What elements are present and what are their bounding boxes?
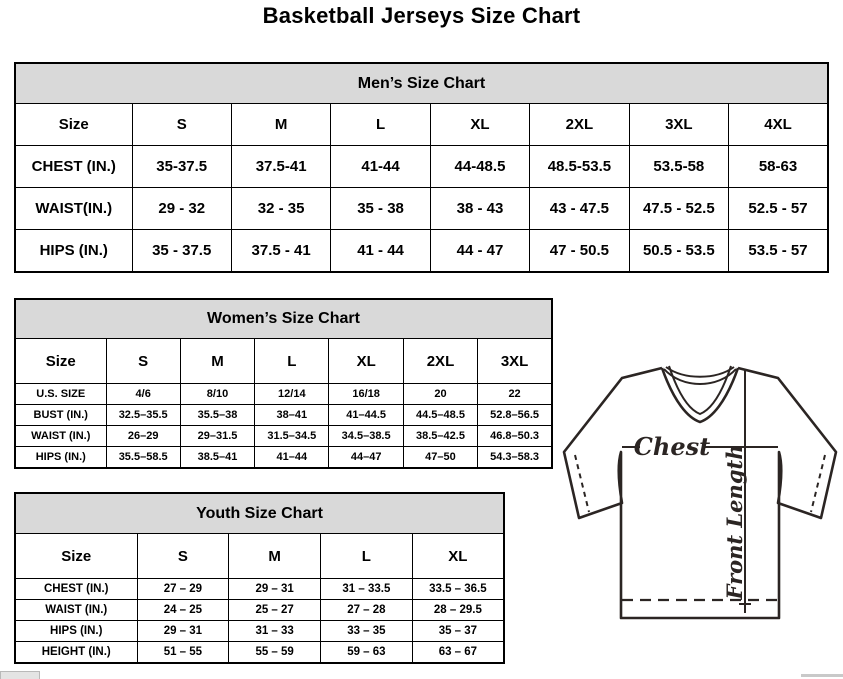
size-cell: 59 – 63	[321, 642, 413, 664]
column-header-size: Size	[15, 339, 106, 384]
row-label: BUST (IN.)	[15, 405, 106, 426]
size-cell: 20	[403, 384, 477, 405]
size-cell: 4/6	[106, 384, 180, 405]
mens-table-title: Men’s Size Chart	[15, 63, 828, 104]
size-cell: 24 – 25	[137, 600, 229, 621]
size-cell: 29 – 31	[137, 621, 229, 642]
column-header: L	[331, 104, 430, 146]
screenshot-fragment-left	[0, 671, 40, 679]
table-row	[15, 146, 828, 188]
size-cell: 53.5-58	[629, 146, 728, 188]
size-cell: 41–44	[255, 447, 329, 469]
row-label: U.S. SIZE	[15, 384, 106, 405]
row-label: CHEST (IN.)	[15, 146, 132, 188]
size-cell: 29–31.5	[180, 426, 254, 447]
column-header: XL	[412, 534, 504, 579]
size-cell: 37.5-41	[231, 146, 330, 188]
size-cell: 46.8–50.3	[478, 426, 552, 447]
size-cell: 47 - 50.5	[530, 230, 629, 273]
size-cell: 33 – 35	[321, 621, 413, 642]
mens-size-table	[14, 62, 829, 273]
column-header: M	[229, 534, 321, 579]
size-cell: 31 – 33	[229, 621, 321, 642]
womens-table-title: Women’s Size Chart	[15, 299, 552, 339]
chest-label: Chest	[633, 432, 711, 461]
size-cell: 35 - 37.5	[132, 230, 231, 273]
size-cell: 35-37.5	[132, 146, 231, 188]
size-cell: 34.5–38.5	[329, 426, 403, 447]
size-cell: 25 – 27	[229, 600, 321, 621]
size-cell: 29 - 32	[132, 188, 231, 230]
table-row	[15, 188, 828, 230]
column-header: XL	[430, 104, 529, 146]
column-header: 3XL	[629, 104, 728, 146]
table-row	[15, 384, 552, 405]
size-cell: 12/14	[255, 384, 329, 405]
size-cell: 50.5 - 53.5	[629, 230, 728, 273]
womens-size-table	[14, 298, 553, 469]
size-cell: 35.5–38	[180, 405, 254, 426]
size-cell: 38–41	[255, 405, 329, 426]
size-cell: 29 – 31	[229, 579, 321, 600]
size-cell: 47–50	[403, 447, 477, 469]
row-label: WAIST(IN.)	[15, 188, 132, 230]
size-cell: 38.5–41	[180, 447, 254, 469]
size-cell: 44-48.5	[430, 146, 529, 188]
size-cell: 38.5–42.5	[403, 426, 477, 447]
column-header-size: Size	[15, 534, 137, 579]
size-cell: 44–47	[329, 447, 403, 469]
column-header: M	[231, 104, 330, 146]
size-cell: 22	[478, 384, 552, 405]
column-header-size: Size	[15, 104, 132, 146]
size-cell: 35 - 38	[331, 188, 430, 230]
size-cell: 8/10	[180, 384, 254, 405]
table-row	[15, 621, 504, 642]
column-header: L	[321, 534, 413, 579]
column-header: S	[137, 534, 229, 579]
table-row	[15, 447, 552, 469]
size-cell: 26–29	[106, 426, 180, 447]
column-header: 3XL	[478, 339, 552, 384]
size-cell: 41 - 44	[331, 230, 430, 273]
size-cell: 43 - 47.5	[530, 188, 629, 230]
row-label: HEIGHT (IN.)	[15, 642, 137, 664]
size-cell: 53.5 - 57	[729, 230, 828, 273]
size-cell: 52.5 - 57	[729, 188, 828, 230]
column-header: S	[132, 104, 231, 146]
row-label: HIPS (IN.)	[15, 447, 106, 469]
row-label: HIPS (IN.)	[15, 621, 137, 642]
column-header: S	[106, 339, 180, 384]
row-label: WAIST (IN.)	[15, 600, 137, 621]
column-header: 4XL	[729, 104, 828, 146]
size-cell: 27 – 29	[137, 579, 229, 600]
row-label: WAIST (IN.)	[15, 426, 106, 447]
column-header: 2XL	[530, 104, 629, 146]
size-cell: 52.8–56.5	[478, 405, 552, 426]
screenshot-fragment-right	[801, 674, 843, 677]
right-cuff-stitch	[811, 455, 825, 512]
size-cell: 44.5–48.5	[403, 405, 477, 426]
column-header: 2XL	[403, 339, 477, 384]
size-cell: 33.5 – 36.5	[412, 579, 504, 600]
size-cell: 41–44.5	[329, 405, 403, 426]
size-cell: 32 - 35	[231, 188, 330, 230]
size-cell: 48.5-53.5	[530, 146, 629, 188]
youth-size-table	[14, 492, 505, 664]
size-cell: 44 - 47	[430, 230, 529, 273]
size-cell: 32.5–35.5	[106, 405, 180, 426]
size-cell: 51 – 55	[137, 642, 229, 664]
column-header: L	[255, 339, 329, 384]
size-cell: 37.5 - 41	[231, 230, 330, 273]
left-cuff-stitch	[575, 455, 589, 512]
size-cell: 16/18	[329, 384, 403, 405]
page-title: Basketball Jerseys Size Chart	[262, 3, 581, 28]
column-header: XL	[329, 339, 403, 384]
table-row	[15, 230, 828, 273]
front-length-label: Front Length	[722, 444, 747, 600]
size-cell: 35.5–58.5	[106, 447, 180, 469]
size-cell: 63 – 67	[412, 642, 504, 664]
collar-back-arc	[666, 367, 734, 377]
table-row	[15, 405, 552, 426]
youth-table-title: Youth Size Chart	[15, 493, 504, 534]
size-cell: 31 – 33.5	[321, 579, 413, 600]
table-row	[15, 579, 504, 600]
size-cell: 27 – 28	[321, 600, 413, 621]
row-label: HIPS (IN.)	[15, 230, 132, 273]
size-cell: 31.5–34.5	[255, 426, 329, 447]
jersey-measurement-diagram	[558, 358, 843, 658]
table-row	[15, 642, 504, 664]
size-cell: 55 – 59	[229, 642, 321, 664]
table-row	[15, 600, 504, 621]
size-cell: 38 - 43	[430, 188, 529, 230]
jersey-outline	[564, 368, 836, 618]
table-row	[15, 426, 552, 447]
size-cell: 54.3–58.3	[478, 447, 552, 469]
size-cell: 58-63	[729, 146, 828, 188]
size-cell: 47.5 - 52.5	[629, 188, 728, 230]
size-cell: 28 – 29.5	[412, 600, 504, 621]
column-header: M	[180, 339, 254, 384]
size-cell: 35 – 37	[412, 621, 504, 642]
row-label: CHEST (IN.)	[15, 579, 137, 600]
size-cell: 41-44	[331, 146, 430, 188]
